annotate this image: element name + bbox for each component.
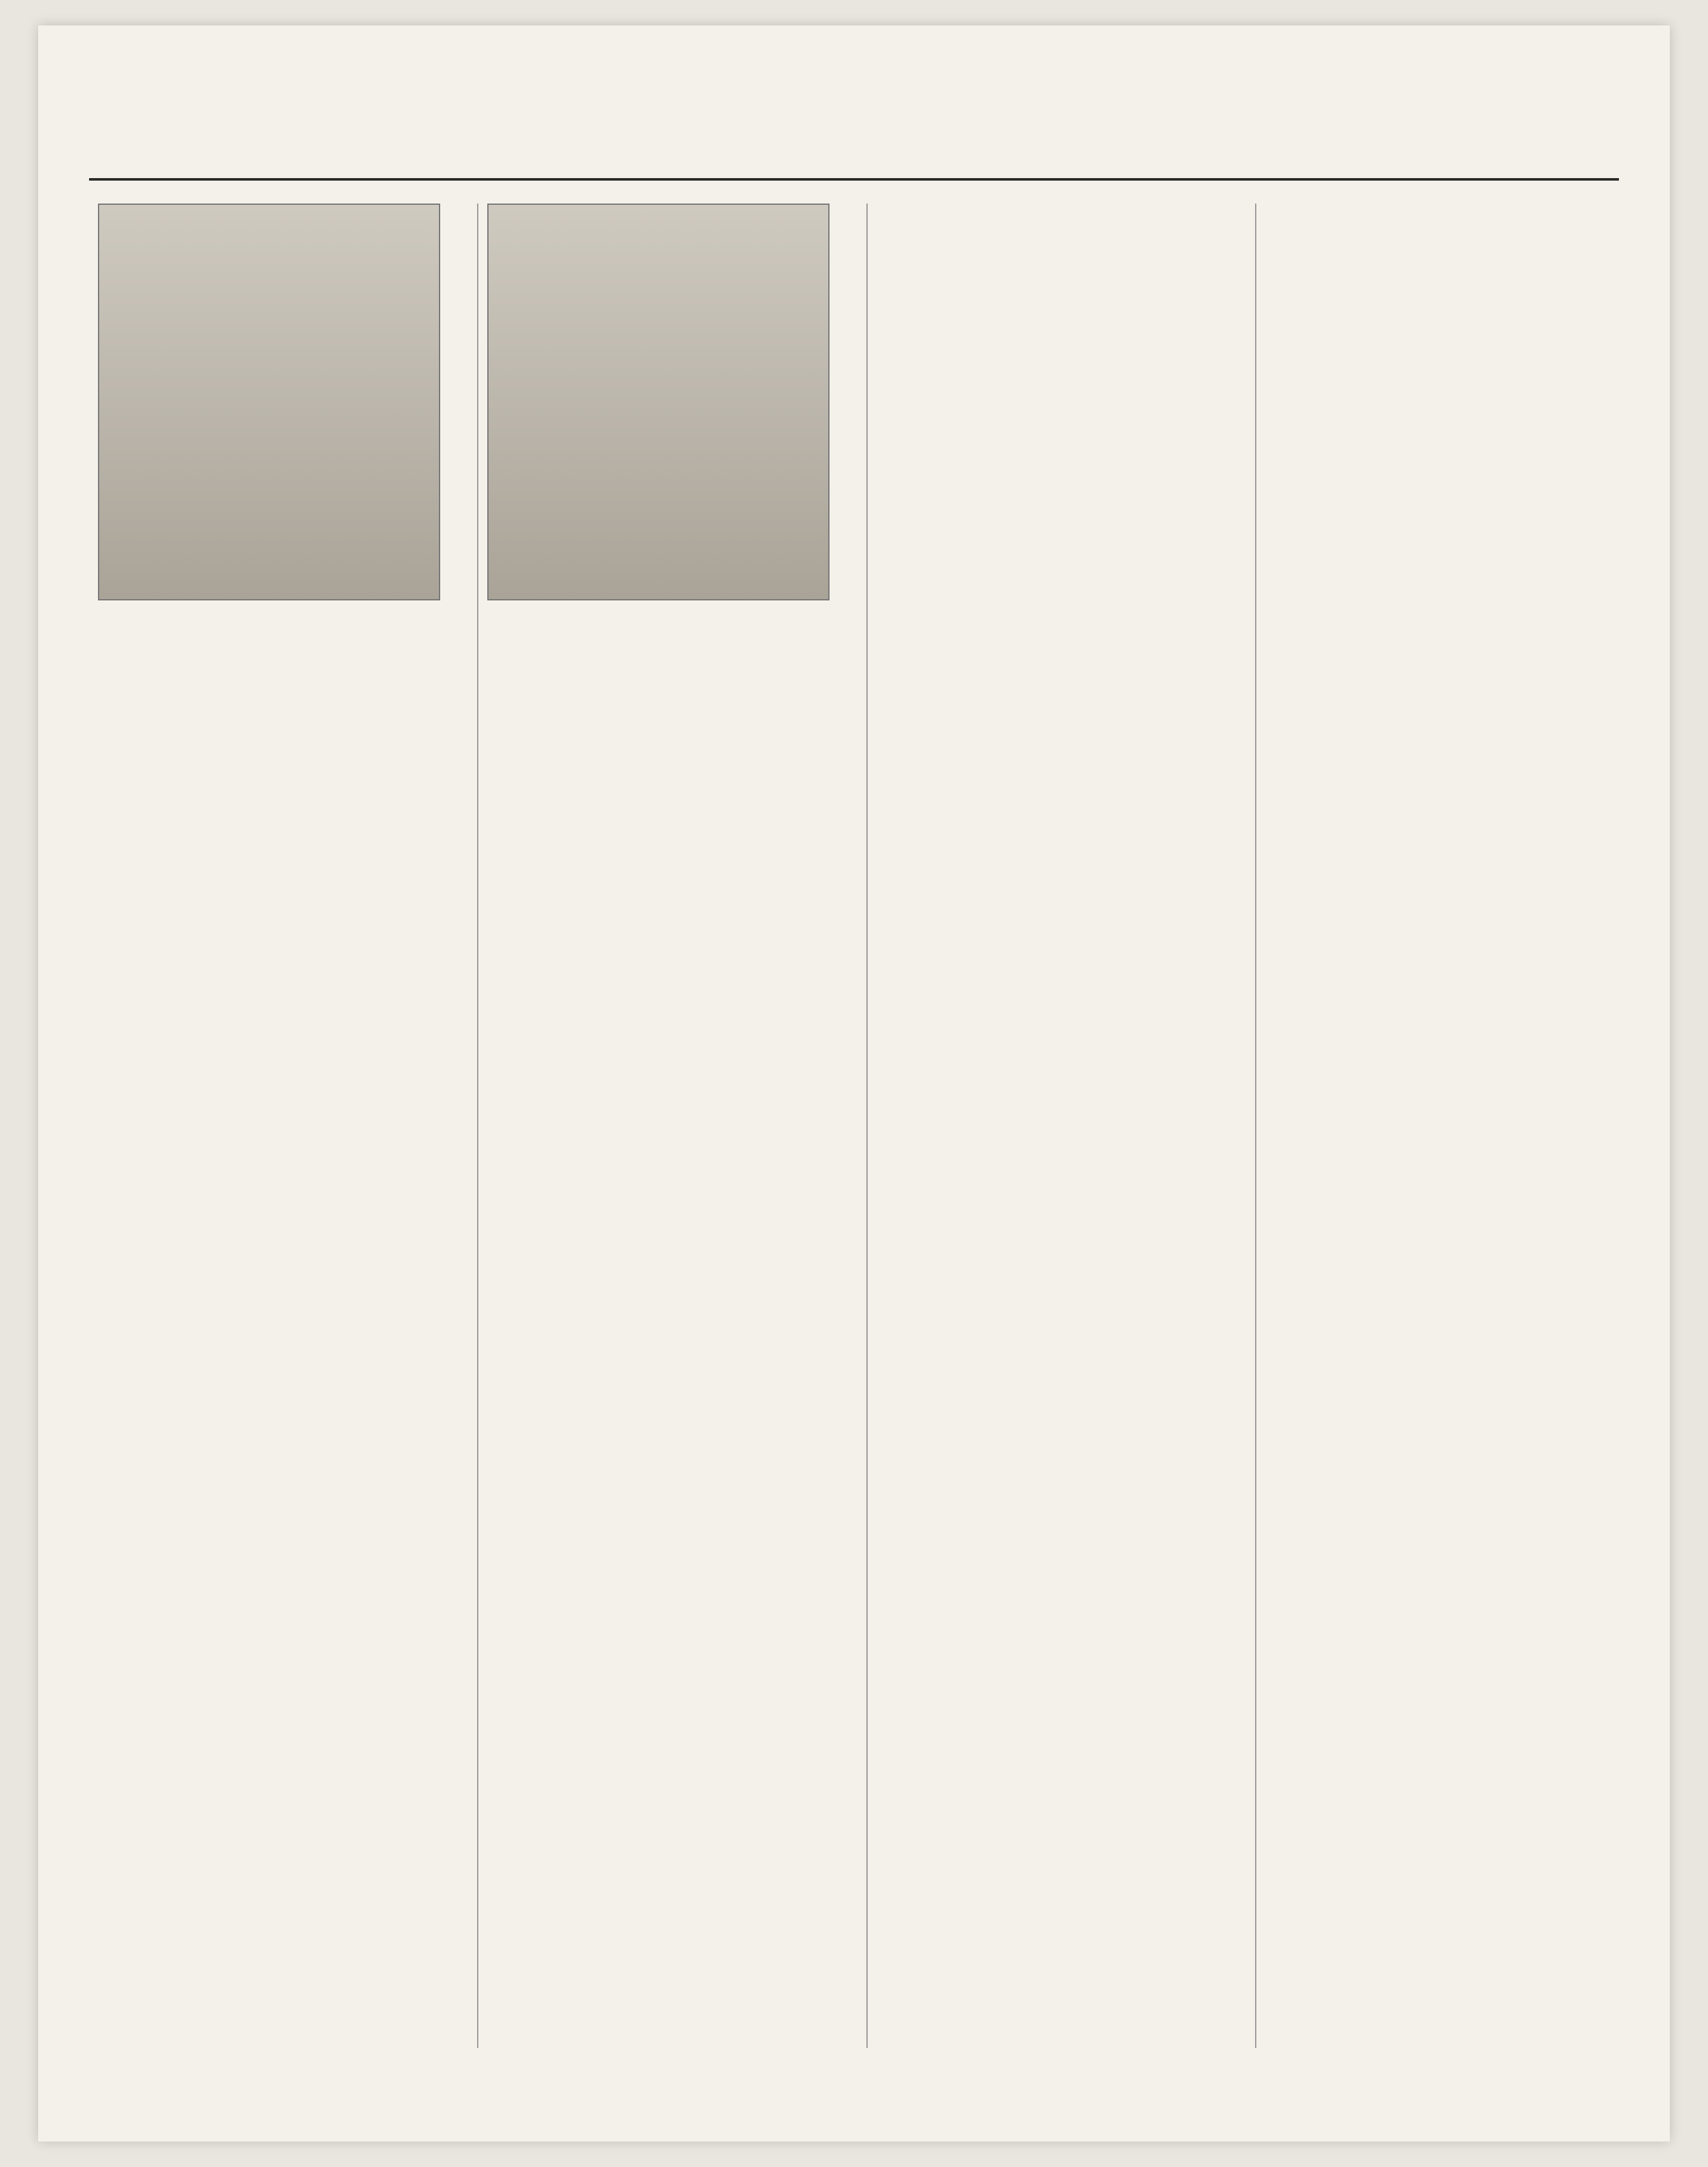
page-header	[89, 64, 1619, 181]
portrait-photo	[487, 204, 830, 600]
column-3	[477, 204, 841, 2048]
article-columns	[89, 204, 1619, 2048]
column-1	[1255, 204, 1619, 2048]
column-4	[89, 204, 452, 2048]
portrait-photo	[98, 204, 440, 600]
page-footer	[89, 2078, 1619, 2116]
column-2	[866, 204, 1230, 2048]
magazine-page	[38, 25, 1670, 2142]
